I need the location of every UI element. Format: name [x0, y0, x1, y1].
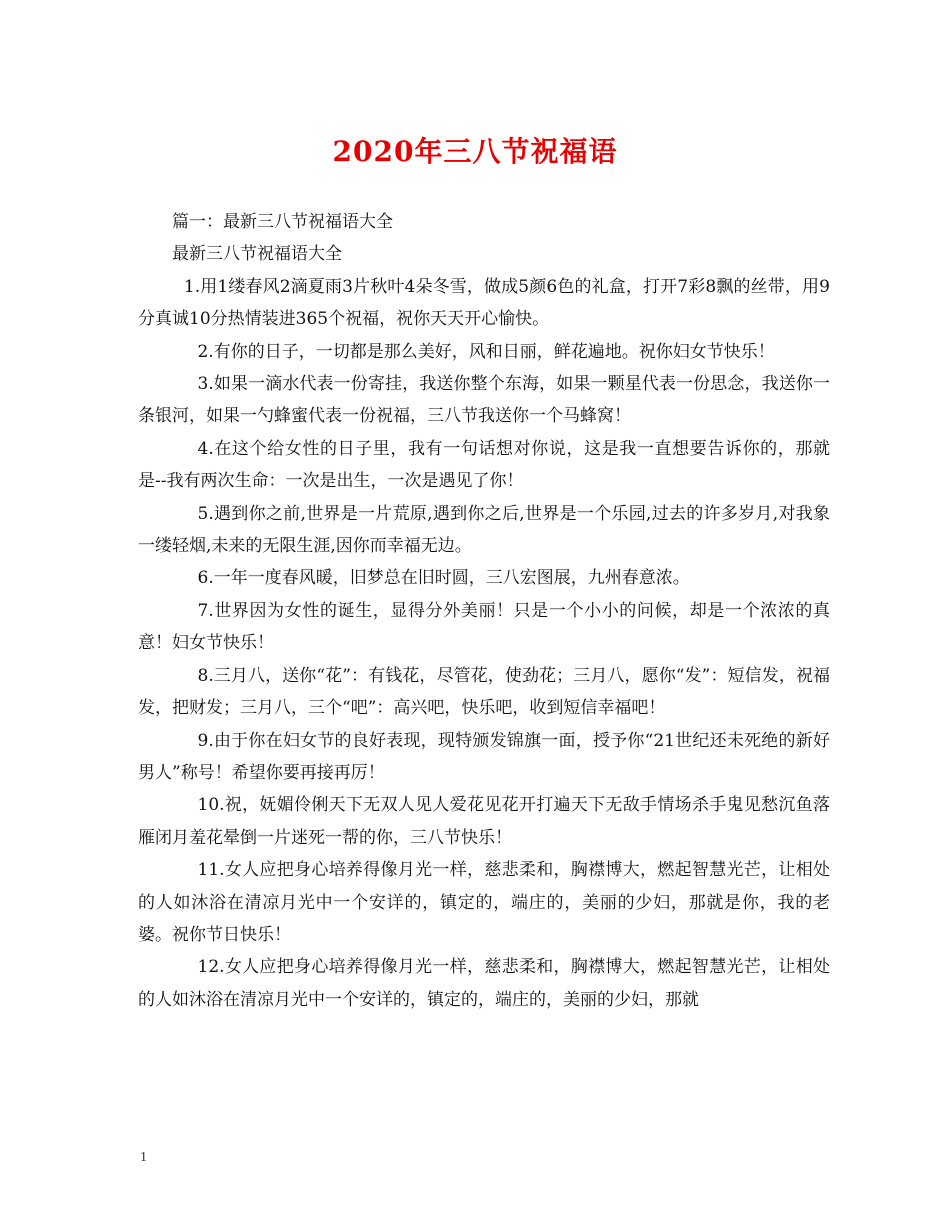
paragraph-11: 11.女人应把身心培养得像月光一样，慈悲柔和，胸襟博大，燃起智慧光芒，让相处的人如沐浴在清凉月光中一个安详的，镇定的，端庄的，美丽的少妇，那就是你，我的老婆。祝你节日快乐！: [138, 860, 830, 945]
section-heading: 篇一：最新三八节祝福语大全: [172, 212, 393, 232]
paragraph-12: 12.女人应把身心培养得像月光一样，慈悲柔和，胸襟博大，燃起智慧光芒，让相处的人如沐浴在清凉月光中一个安详的，镇定的，端庄的，美丽的少妇，那就: [138, 957, 830, 1010]
document-body: [138, 206, 830, 1016]
paragraph-7: 7.世界因为女性的诞生，显得分外美丽！只是一个小小的问候，却是一个浓浓的真意！妇女节快乐！: [138, 600, 830, 654]
paragraph-10: 10.祝，妩媚伶俐天下无双人见人爱花见花开打遍天下无敌手情场杀手鬼见愁沉鱼落雁闭月羞花晕倒一片迷死一帮的你，三八节快乐！: [138, 795, 830, 848]
paragraph-2: 2.有你的日子，一切都是那么美好，风和日丽，鲜花遍地。祝你妇女节快乐！: [197, 341, 775, 362]
page-number: 1: [140, 1150, 147, 1165]
document-title: 2020年三八节祝福语: [332, 135, 618, 168]
paragraph-8: 8.三月八，送你“花”：有钱花，尽管花，使劲花；三月八，愿你“发”：短信发，祝福发，把财发；三月八，三个“吧”：高兴吧，快乐吧，收到短信幸福吧！: [138, 665, 830, 719]
paragraph-3: 3.如果一滴水代表一份寄挂，我送你整个东海，如果一颗星代表一份思念，我送你一条银河，如果一勺蜂蜜代表一份祝福，三八节我送你一个马蜂窝！: [138, 374, 830, 427]
paragraph-6: 6.一年一度春风暖，旧梦总在旧时圆，三八宏图展，九州春意浓。: [197, 568, 690, 589]
subsection-heading: 最新三八节祝福语大全: [172, 244, 342, 265]
paragraph-1: 1.用1缕春风2滴夏雨3片秋叶4朵冬雪，做成5颜6色的礼盒，打开7彩8飘的丝带，用9分真诚10分热情装进365个祝福，祝你天天开心愉快。: [138, 276, 830, 330]
paragraph-4: 4.在这个给女性的日子里，我有一句话想对你说，这是我一直想要告诉你的，那就是--我有两次生命：一次是出生，一次是遇见了你！: [138, 438, 830, 492]
paragraph-9: 9.由于你在妇女节的良好表现，现特颁发锦旗一面，授予你“21世纪还未死绝的新好男人”称号！希望你要再接再厉！: [138, 730, 830, 783]
paragraph-5: 5.遇到你之前,世界是一片荒原,遇到你之后,世界是一个乐园,过去的许多岁月,对我象一缕轻烟,未来的无限生涯,因你而幸福无边。: [138, 503, 830, 557]
